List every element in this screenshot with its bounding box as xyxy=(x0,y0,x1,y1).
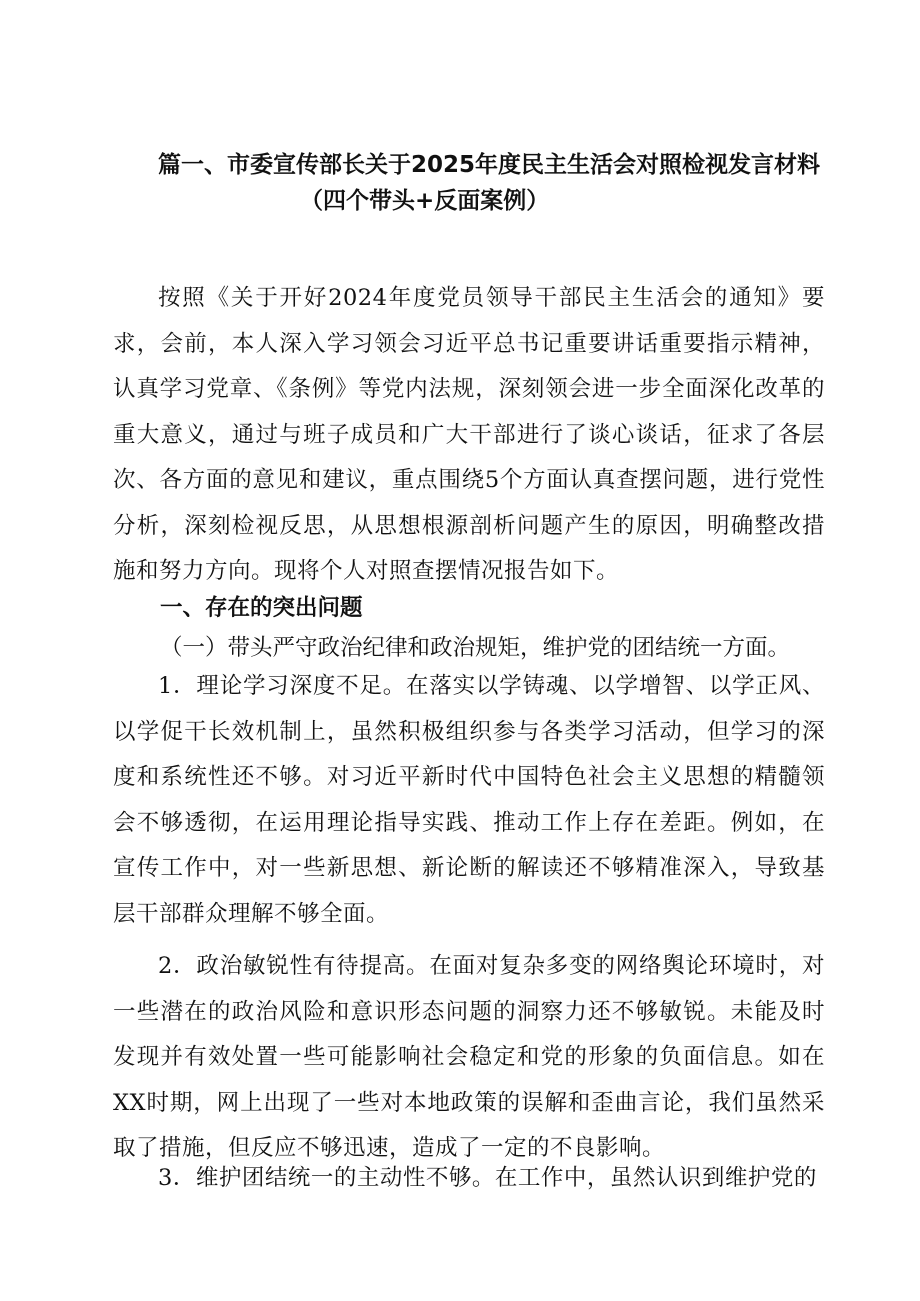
section-heading: 一、存在的突出问题 xyxy=(160,595,363,621)
item-3-paragraph: 3．维护团结统一的主动性不够。在工作中，虽然认识到维护党的 xyxy=(158,1165,817,1191)
document-subtitle: （四个带头+反面案例） xyxy=(300,188,550,214)
item-1-paragraph: 1．理论学习深度不足。在落实以学铸魂、以学增智、以学正风、以学促干长效机制上，虽然积极组织参与各类学习活动，但学习的深度和系统性还不够。对习近平新时代中国特色社会主义思想的精髓领会不够透彻，在运用理论指导实践、推动工作上存在差距。例如，在宣传工作中，对一些新思想、新论断的解读还不够精准深入，导致基层干部群众理解不够全面。 xyxy=(113,673,825,927)
document-title: 篇一、市委宣传部长关于2025年度民主生活会对照检视发言材料 xyxy=(158,152,821,178)
intro-paragraph: 按照《关于开好2024年度党员领导干部民主生活会的通知》要求，会前，本人深入学习领会习近平总书记重要讲话重要指示精神，认真学习党章、《条例》等党内法规，深刻领会进一步全面深化改革的重大意义，通过与班子成员和广大干部进行了谈心谈话，征求了各层次、各方面的意见和建议，重点围绕5个方面认真查摆问题，进行党性分析，深刻检视反思，从思想根源剖析问题产生的原因，明确整改措施和努力方向。现将个人对照查摆情况报告如下。 xyxy=(113,285,825,584)
subsection-heading: （一）带头严守政治纪律和政治规矩，维护党的团结统一方面。 xyxy=(160,635,791,661)
item-2-paragraph: 2．政治敏锐性有待提高。在面对复杂多变的网络舆论环境时，对一些潜在的政治风险和意识形态问题的洞察力还不够敏锐。未能及时发现并有效处置一些可能影响社会稳定和党的形象的负面信息。如在XX时期，网上出现了一些对本地政策的误解和歪曲言论，我们虽然采取了措施，但反应不够迅速，造成了一定的不良影响。 xyxy=(113,953,825,1161)
